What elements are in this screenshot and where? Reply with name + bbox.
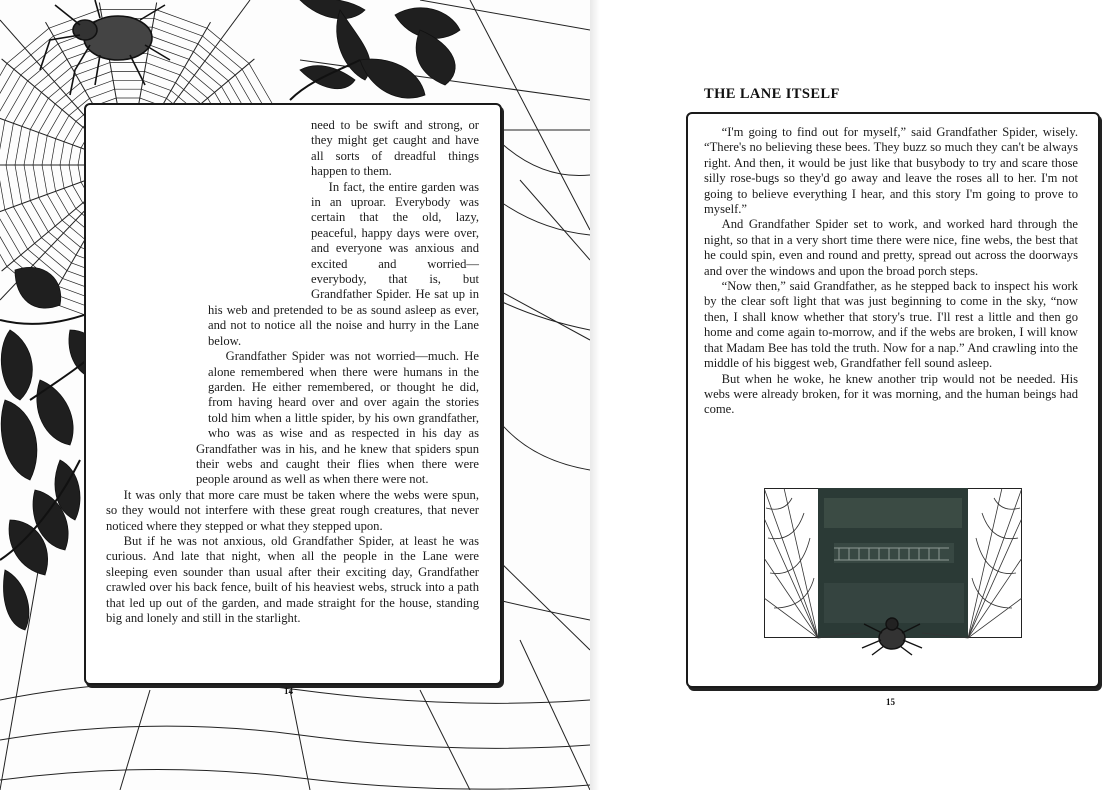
left-page-text <box>106 118 479 626</box>
paragraph: But if he was not anxious, old Grandfather Spider, at least he was curious. And late that night, when all the people in the Lane were sleeping even sounder than usual after their exciting day, Grandfather crawled over his back fence, built of his heaviest webs, struck into a path that led up out of the garden, and made straight for the house, standing big and lonely and still in the starlight. <box>106 533 479 625</box>
right-page-text <box>704 125 1078 418</box>
paragraph: In fact, the entire garden was in an uproar. Everybody was certain that the old, lazy, peaceful, happy days were over, and everyone was anxious and excited and worried—everybody, that is, but Grandfather Spider. He sat up in his web and pretended to be as sound asleep as ever, and not to notice all the noise and hurry in the Lane below. <box>208 179 479 348</box>
book-gutter <box>590 0 600 790</box>
house-with-webs-illustration <box>764 488 1022 656</box>
paragraph: Grandfather Spider was not worried—much. He alone remembered when there were humans in the garden. He either remembered, or thought he did, from having heard over and over again the stories told him when a little spider, by his own grandfather, who was as wise and as respected in his day as Grandfather was in his, and he knew that spiders spun their webs and caught their flies when there were people around as well as when there were not. <box>196 349 479 487</box>
paragraph: But when he woke, he knew another trip would not be needed. His webs were already broken, for it was morning, and the human beings had come. <box>704 371 1078 417</box>
paragraph: “I'm going to find out for myself,” said Grandfather Spider, wisely. “There's no believing these bees. They buzz so much they can't be always right. And then, it would be just like that busybody to try and scare those silly rose-bugs so they'd go away and leave the roses all to her. I'm not going to believe everything I hear, and this story I'm going to prove to myself.” <box>704 125 1078 217</box>
paragraph: And Grandfather Spider set to work, and worked hard through the night, so that in a very short time there were nice, fine webs, the best that he could spin, even and round and pretty, spread out across the doorways and over the windows and upon the broad porch steps. <box>704 217 1078 278</box>
page-number: 14 <box>284 686 293 696</box>
running-head: THE LANE ITSELF <box>704 86 840 102</box>
paragraph: “Now then,” said Grandfather, as he stepped back to inspect his work by the clear soft light that was just beginning to come in the sky, “now then, I shall know whether that story's true. I'll rest a little and then go home and come again to-morrow, and if the webs are broken, I will know that Madam Bee has told the truth. Now for a nap.” And crawling into the middle of his biggest web, Grandfather fell sound asleep. <box>704 279 1078 371</box>
right-page <box>600 0 1120 790</box>
paragraph: need to be swift and strong, or they might get caught and have all sorts of dreadful things happen to them. <box>311 118 479 179</box>
page-number: 15 <box>886 697 895 707</box>
paragraph: It was only that more care must be taken where the webs were spun, so they would not interfere with these great rough creatures, that never noticed where they stepped or what they stepped upon. <box>106 487 479 533</box>
